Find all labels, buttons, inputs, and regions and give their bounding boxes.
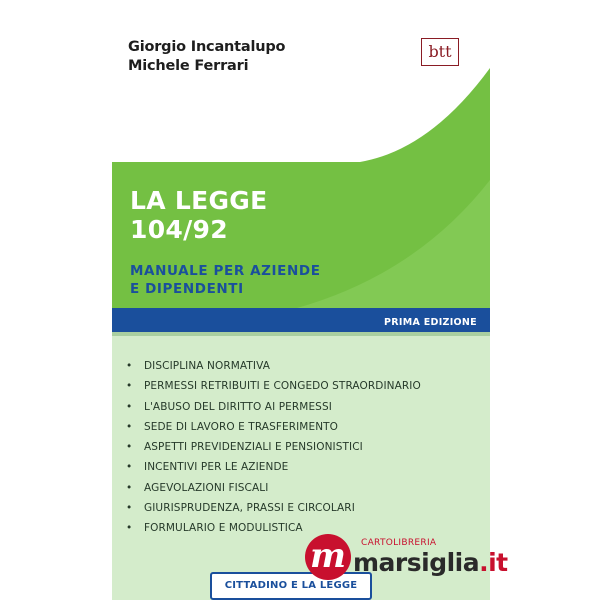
bullet-icon: •	[126, 522, 133, 535]
list-item	[126, 478, 421, 498]
list-item	[126, 356, 421, 376]
bullet-icon: •	[126, 502, 133, 515]
list-item	[126, 376, 421, 396]
list-item	[126, 397, 421, 417]
title-line: 104/92	[130, 215, 228, 244]
topic-text: GIURISPRUDENZA, PRASSI E CIRCOLARI	[144, 502, 355, 515]
edition-stripe-shadow	[112, 332, 490, 336]
author-name: Michele Ferrari	[128, 58, 249, 74]
bullet-icon: •	[126, 380, 133, 393]
topic-text: INCENTIVI PER LE AZIENDE	[144, 461, 289, 474]
bullet-icon: •	[126, 400, 133, 413]
book-title	[130, 186, 268, 244]
list-item	[126, 437, 421, 457]
publisher-logo: btt	[421, 38, 459, 66]
book-cover	[112, 0, 490, 600]
subtitle-line: E DIPENDENTI	[130, 281, 244, 297]
authors	[128, 38, 285, 76]
topic-text: SEDE DI LAVORO E TRASFERIMENTO	[144, 420, 339, 433]
book-subtitle	[130, 262, 321, 298]
watermark-tld: .it	[479, 548, 508, 577]
topic-text: PERMESSI RETRIBUITI E CONGEDO STRAORDINARIO	[144, 380, 421, 393]
topic-text: FORMULARIO E MODULISTICA	[144, 522, 303, 535]
topic-list	[126, 356, 421, 539]
bullet-icon: •	[126, 360, 133, 372]
bullet-icon: •	[126, 441, 133, 454]
marsiglia-logo-icon: m	[305, 534, 351, 580]
list-item	[126, 498, 421, 518]
list-item	[126, 417, 421, 437]
title-line: LA LEGGE	[130, 186, 268, 215]
topic-text: L'ABUSO DEL DIRITTO AI PERMESSI	[144, 400, 332, 413]
edition-label: PRIMA EDIZIONE	[384, 317, 477, 328]
bullet-icon: •	[126, 481, 133, 494]
subtitle-line: MANUALE PER AZIENDE	[130, 263, 321, 279]
list-item	[126, 457, 421, 477]
bullet-icon: •	[126, 461, 133, 474]
watermark-small-text: CARTOLIBRERIA	[361, 538, 437, 548]
topic-text: DISCIPLINA NORMATIVA	[144, 360, 270, 372]
store-watermark	[305, 528, 508, 584]
bullet-icon: •	[126, 420, 133, 433]
watermark-brand-name: marsiglia	[353, 548, 480, 577]
topic-text: AGEVOLAZIONI FISCALI	[144, 481, 269, 494]
watermark-brand	[353, 548, 508, 577]
series-label: CITTADINO E LA LEGGE	[210, 572, 372, 600]
author-name: Giorgio Incantalupo	[128, 39, 286, 55]
topic-text: ASPETTI PREVIDENZIALI E PENSIONISTICI	[144, 441, 363, 454]
